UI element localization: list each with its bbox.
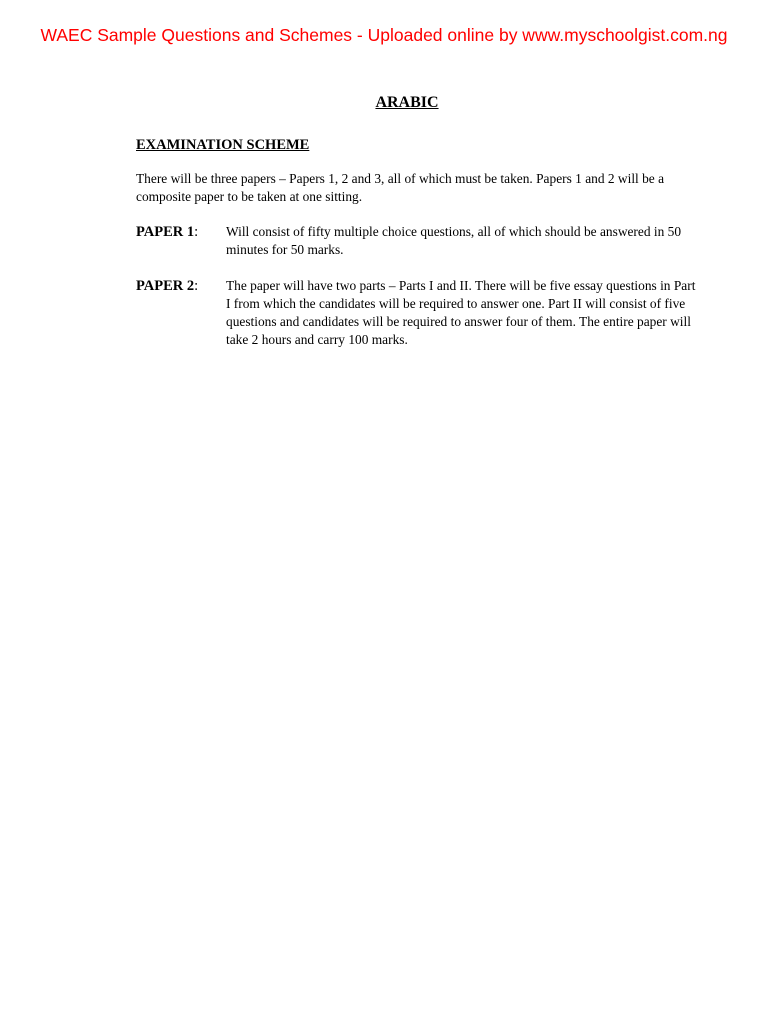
- watermark-banner: WAEC Sample Questions and Schemes - Uploaded online by www.myschoolgist.com.ng: [40, 25, 728, 45]
- paper-2-description: The paper will have two parts – Parts I and II. There will be five essay questions in Part I from which the candidates will be required to answer one. Part II will consist of five questions and candidates will be required to answer four of them. The entire paper will take 2 hours and carry 100 marks.: [226, 278, 696, 347]
- intro-paragraph: There will be three papers – Papers 1, 2 and 3, all of which must be taken. Papers 1 and 2 will be a composite paper to be taken at one sitting.: [136, 171, 665, 204]
- paper-1-label-colon: :: [194, 224, 199, 240]
- paper-2-label-text: PAPER 2: [136, 278, 195, 294]
- paper-2-label-colon: :: [194, 278, 199, 294]
- paper-1-description: Will consist of fifty multiple choice questions, all of which should be answered in 50 minutes for 50 marks.: [226, 224, 682, 257]
- paper-2-label: [136, 277, 198, 295]
- paper-1-label: [136, 223, 198, 241]
- paper-1-label-text: PAPER 1: [136, 224, 195, 240]
- document-title: ARABIC: [375, 94, 439, 111]
- section-heading: EXAMINATION SCHEME: [136, 137, 310, 153]
